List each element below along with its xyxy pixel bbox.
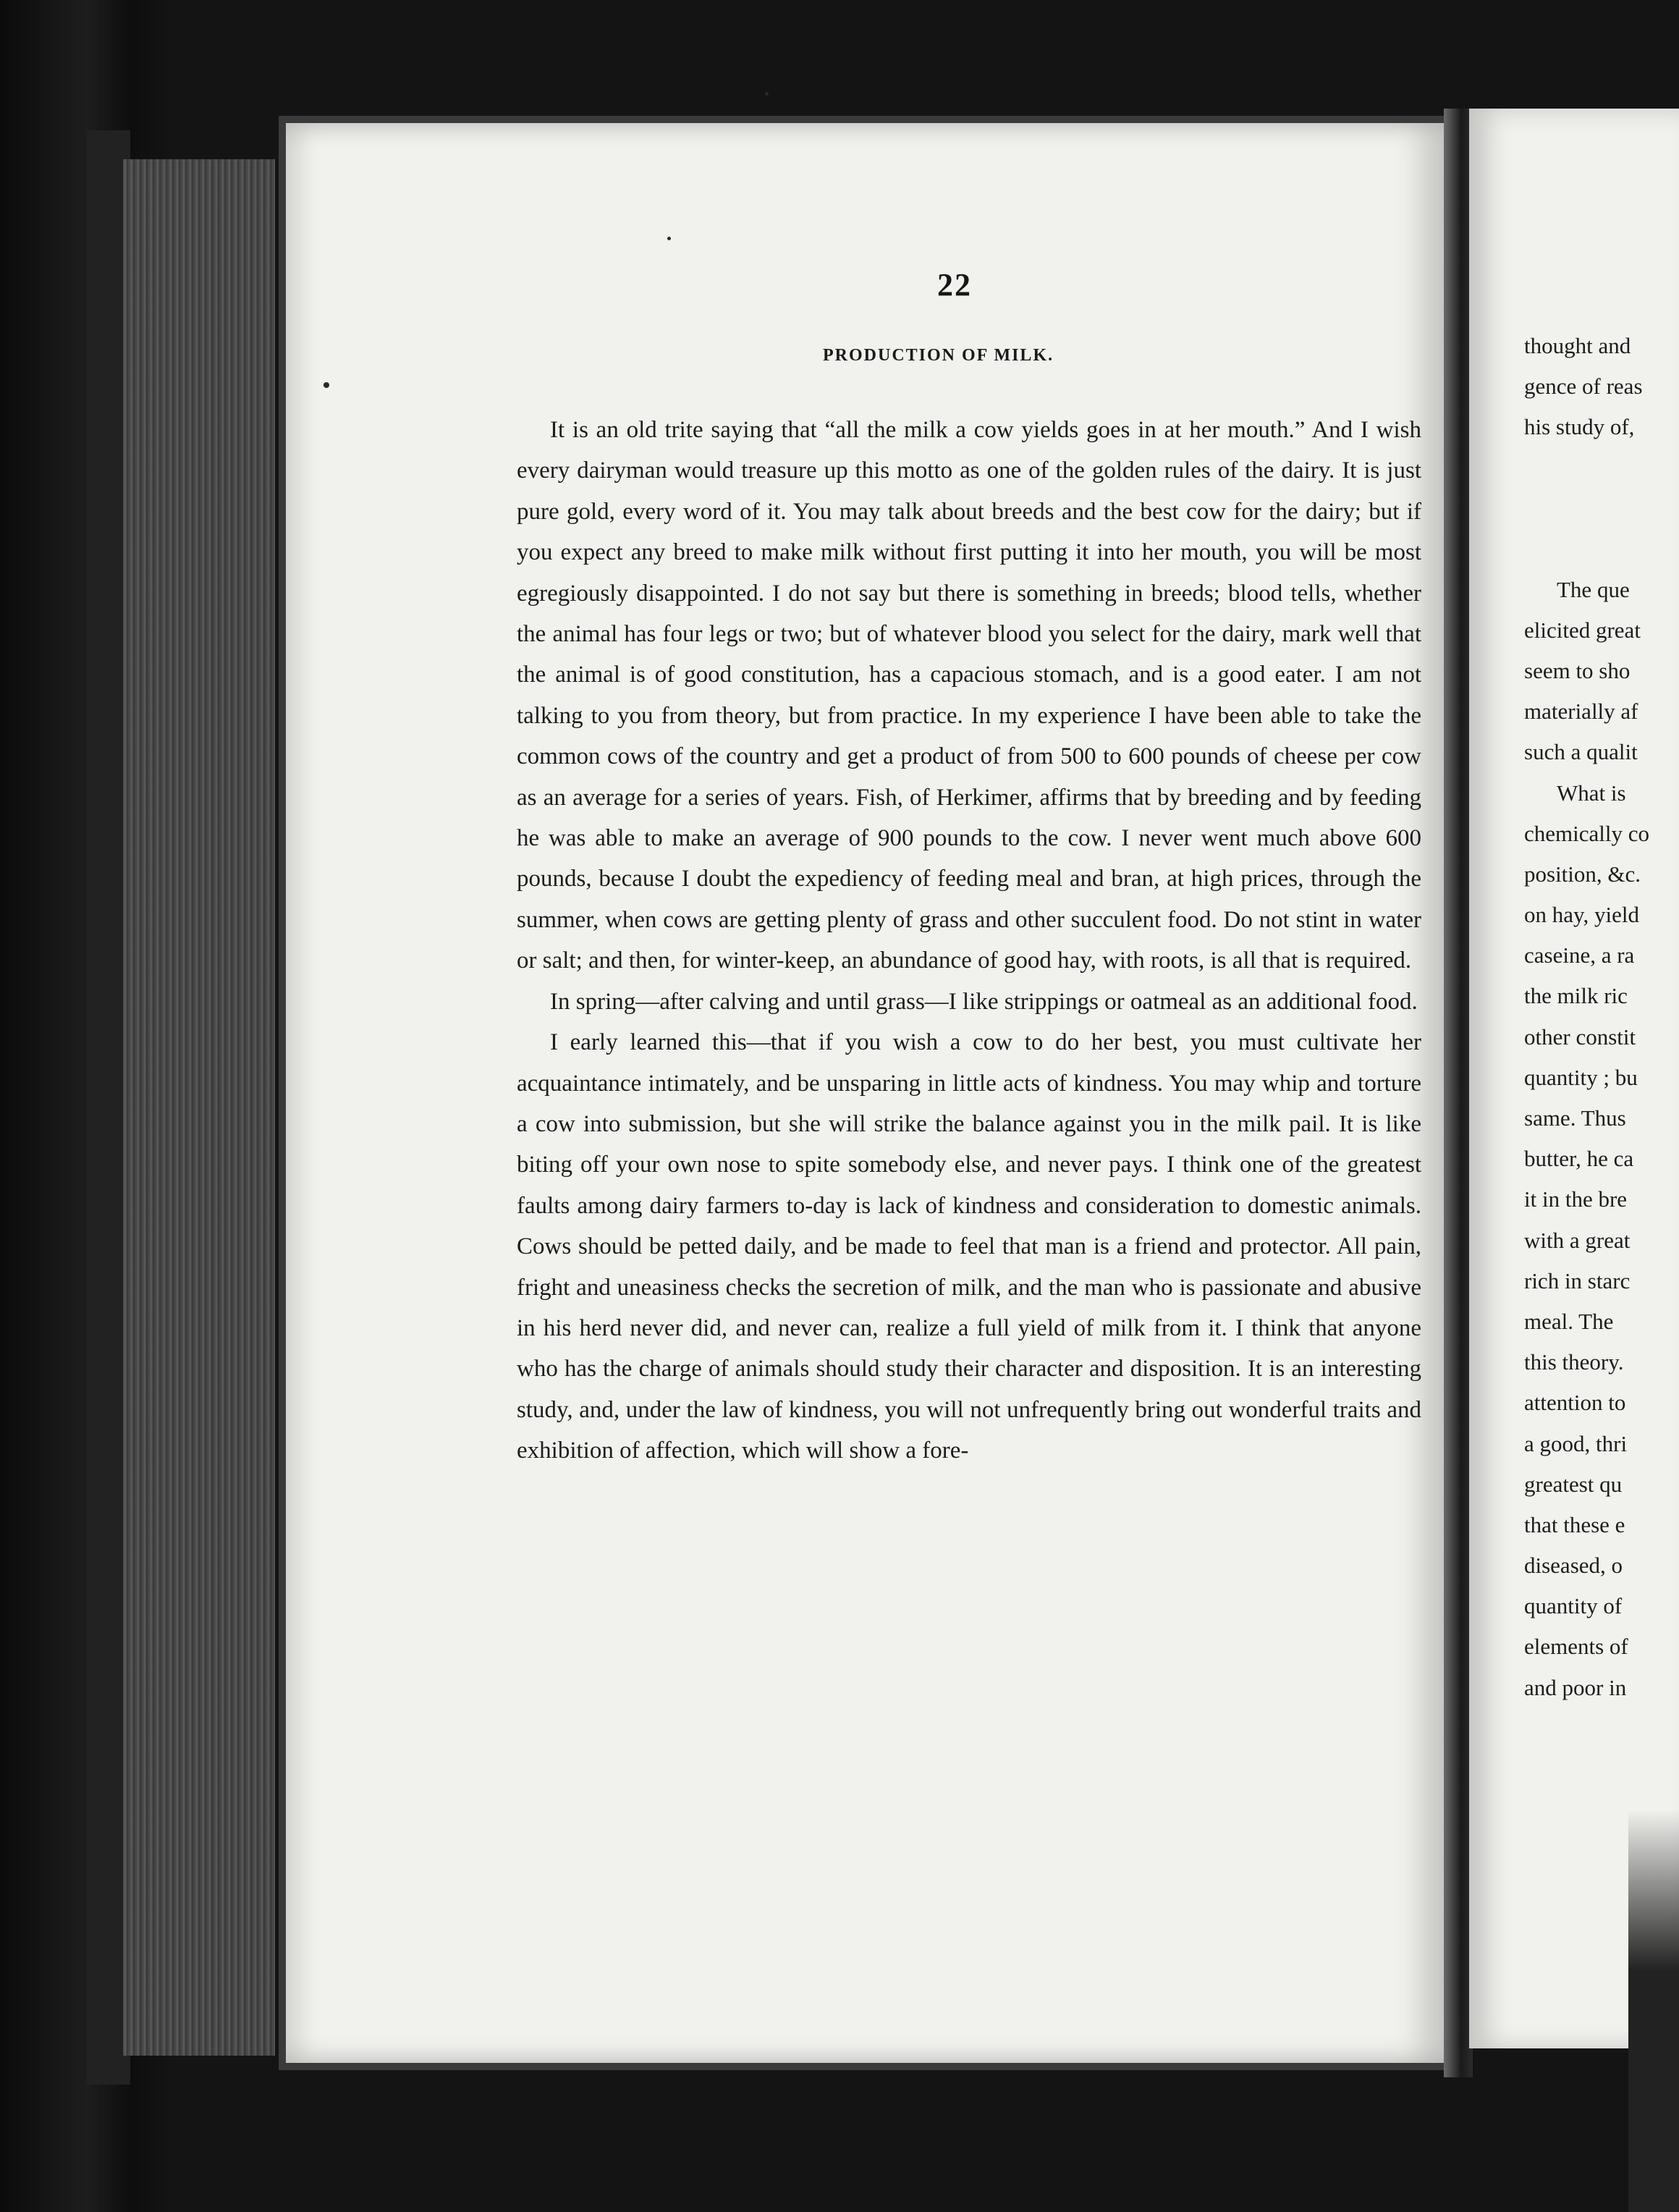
facing-line: diseased, o: [1524, 1553, 1623, 1579]
facing-line: chemically co: [1524, 820, 1649, 846]
facing-line: caseine, a ra: [1524, 942, 1635, 968]
paragraph: In spring—after calving and until grass—I like strippings or oatmeal as an additional food.: [550, 988, 1418, 1015]
facing-line: quantity ; bu: [1524, 1064, 1638, 1090]
facing-line: that these e: [1524, 1511, 1625, 1537]
facing-line: and poor in: [1524, 1674, 1627, 1700]
facing-line: this theory.: [1524, 1349, 1624, 1375]
facing-line: same. Thus: [1524, 1105, 1626, 1131]
facing-line: thought and: [1524, 333, 1631, 358]
right-page-edge: [1628, 1810, 1679, 2212]
facing-line: the milk ric: [1524, 983, 1628, 1009]
facing-line: rich in starc: [1524, 1267, 1631, 1293]
facing-line: with a great: [1524, 1227, 1631, 1253]
facing-line: greatest qu: [1524, 1471, 1623, 1497]
facing-page-text: [1524, 326, 1679, 1708]
book-gutter: [1444, 109, 1473, 2077]
facing-line: butter, he ca: [1524, 1146, 1634, 1172]
facing-line: on hay, yield: [1524, 902, 1639, 928]
facing-line: position, &c.: [1524, 861, 1641, 887]
facing-line: materially af: [1524, 698, 1638, 725]
page-stack-edge: [123, 159, 275, 2056]
facing-line: elicited great: [1524, 617, 1641, 643]
facing-line: a good, thri: [1524, 1430, 1628, 1456]
page-number: 22: [937, 267, 972, 303]
scan-speck: [667, 237, 671, 240]
facing-line: other constit: [1524, 1023, 1636, 1050]
facing-line: What is: [1557, 780, 1626, 806]
facing-line: seem to sho: [1524, 657, 1631, 683]
facing-line: quantity of: [1524, 1593, 1623, 1619]
facing-line: elements of: [1524, 1634, 1628, 1660]
facing-line: meal. The: [1524, 1308, 1614, 1334]
scan-speck: [765, 92, 769, 96]
facing-line: gence of reas: [1524, 373, 1643, 400]
scan-speck: [323, 382, 329, 388]
paragraph: I early learned this—that if you wish a cow to do her best, you must cultivate her acquaintance intimately, and be unsparing in little acts of kindness. You may whip and torture a cow into submission, but she will strike the balance against you in the milk pail. It is like biting off your own nose to spite somebody else, and never pays. I think one of the greatest faults among dairy farmers to-day is lack of kindness and consideration to domestic animals. Cows should be petted daily, and be made to feel that man is a friend and protector. All pain, fright and uneasiness checks the secretion of milk, and the man who is passionate and abusive in his herd never did, and never can, realize a full yield of milk from it. I think that anyone who has the charge of animals should study their character and disposition. It is an interesting study, and, under the law of kindness, you will not unfrequently bring out wonderful traits and exhibition of affection, which will show a fore-: [517, 1029, 1421, 1464]
running-head: PRODUCTION OF MILK.: [823, 346, 1054, 365]
facing-line: such a qualit: [1524, 739, 1638, 765]
page-body: [517, 410, 1421, 1472]
facing-line: attention to: [1524, 1390, 1626, 1416]
paragraph: It is an old trite saying that “all the milk a cow yields goes in at her mouth.” And I wish every dairyman would treasure up this motto as one of the golden rules of the dairy. It is just pure gold, every word of it. You may talk about breeds and the best cow for the dairy; but if you expect any breed to make milk without first putting it into her mouth, you will be most egregiously disappointed. I do not say but there is something in breeds; blood tells, whether the animal has four legs or two; but of whatever blood you select for the dairy, mark well that the animal is of good constitution, has a capacious stomach, and is a good eater. I am not talking to you from theory, but from practice. In my experience I have been able to take the common cows of the country and get a product of from 500 to 600 pounds of cheese per cow as an average for a series of years. Fish, of Herkimer, affirms that by breeding and by feeding he was able to make an average of 900 pounds to the cow. I never went much above 600 pounds, because I doubt the expediency of feeding meal and bran, at high prices, through the summer, when cows are getting plenty of grass and other succulent food. Do not stint in water or salt; and then, for winter-keep, an abundance of good hay, with roots, is all that is required.: [517, 417, 1421, 974]
facing-line: his study of,: [1524, 414, 1635, 440]
facing-line: it in the bre: [1524, 1186, 1628, 1212]
facing-line: The que: [1557, 576, 1630, 602]
